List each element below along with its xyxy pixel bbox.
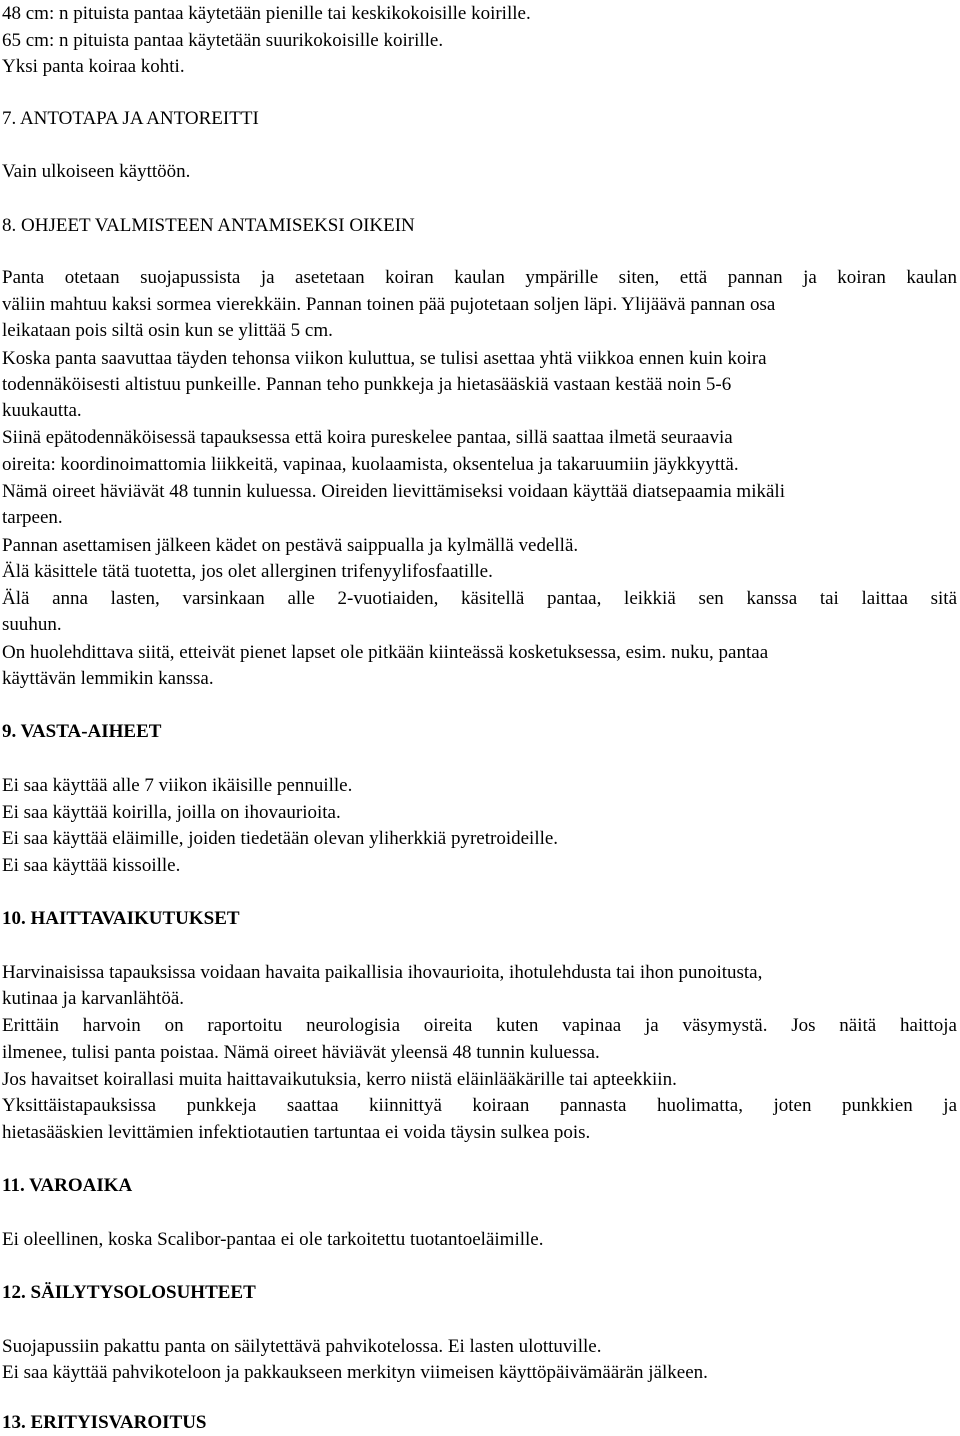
section-9-line: Ei saa käyttää eläimille, joiden tiedetään olevan yliherkkiä pyretroideille. xyxy=(2,828,559,849)
intro-line: 48 cm: n pituista pantaa käytetään pienille tai keskikokoisille koirille. xyxy=(2,3,531,24)
section-10-line: kutinaa ja karvanlähtöä. xyxy=(2,988,185,1009)
section-12-heading: 12. SÄILYTYSOLOSUHTEET xyxy=(2,1282,256,1303)
section-8-line: tarpeen. xyxy=(2,507,63,528)
section-8-line: Siinä epätodennäköisessä tapauksessa että koira pureskelee pantaa, sillä saattaa ilmetä seuraavia xyxy=(2,427,733,448)
section-8-line: Nämä oireet häviävät 48 tunnin kuluessa. Oireiden lievittämiseksi voidaan käyttää diatsepaamia mikäli xyxy=(2,481,785,502)
section-7-line: Vain ulkoiseen käyttöön. xyxy=(2,161,191,182)
section-12-line: Suojapussiin pakattu panta on säilytettävä pahvikotelossa. Ei lasten ulottuville. xyxy=(2,1336,602,1357)
section-10-line: Jos havaitset koirallasi muita haittavaikutuksia, kerro niistä eläinlääkärille tai apteekkiin. xyxy=(2,1069,677,1090)
section-9-line: Ei saa käyttää koirilla, joilla on ihovaurioita. xyxy=(2,802,341,823)
section-8-line: Älä käsittele tätä tuotetta, jos olet allerginen trifenyylifosfaatille. xyxy=(2,561,493,582)
intro-line: 65 cm: n pituista pantaa käytetään suurikokoisille koirille. xyxy=(2,30,444,51)
section-8-line: todennäköisesti altistuu punkeille. Pannan teho punkkeja ja hietasääskiä vastaan kestää noin 5-6 xyxy=(2,374,732,395)
section-8-line: Koska panta saavuttaa täyden tehonsa viikon kuluttua, se tulisi asettaa yhtä viikkoa ennen kuin koira xyxy=(2,348,767,369)
section-8-line: Panta otetaan suojapussista ja asetetaan koiran kaulan ympärille siten, että pannan ja koiran kaulan xyxy=(2,267,957,288)
section-9-line: Ei saa käyttää alle 7 viikon ikäisille pennuille. xyxy=(2,775,353,796)
section-10-line: ilmenee, tulisi panta poistaa. Nämä oireet häviävät yleensä 48 tunnin kuluessa. xyxy=(2,1042,600,1063)
section-8-line: suuhun. xyxy=(2,614,62,635)
section-8-line: Pannan asettamisen jälkeen kädet on pestävä saippualla ja kylmällä vedellä. xyxy=(2,535,579,556)
section-10-heading: 10. HAITTAVAIKUTUKSET xyxy=(2,908,240,929)
intro-line: Yksi panta koiraa kohti. xyxy=(2,56,185,77)
section-10-line: Harvinaisissa tapauksissa voidaan havaita paikallisia ihovaurioita, ihotulehdusta tai ihon punoitusta, xyxy=(2,962,763,983)
section-10-line: hietasääskien levittämien infektiotautien tartuntaa ei voida täysin sulkea pois. xyxy=(2,1122,591,1143)
section-13-heading: 13. ERITYISVAROITUS xyxy=(2,1412,207,1433)
section-8-line: oireita: koordinoimattomia liikkeitä, vapinaa, kuolaamista, oksentelua ja takaruumiin jäykkyyttä. xyxy=(2,454,739,475)
section-11-heading: 11. VAROAIKA xyxy=(2,1175,133,1196)
section-8-line: leikataan pois siltä osin kun se ylittää 5 cm. xyxy=(2,320,333,341)
section-9-line: Ei saa käyttää kissoille. xyxy=(2,855,181,876)
section-10-line: Yksittäistapauksissa punkkeja saattaa kiinnittyä koiraan pannasta huolimatta, joten punkkien ja xyxy=(2,1095,957,1116)
section-8-line: Älä anna lasten, varsinkaan alle 2-vuotiaiden, käsitellä pantaa, leikkiä sen kanssa tai laittaa sitä xyxy=(2,588,957,609)
section-7-heading: 7. ANTOTAPA JA ANTOREITTI xyxy=(2,108,259,129)
section-8-line: käyttävän lemmikin kanssa. xyxy=(2,668,214,689)
section-9-heading: 9. VASTA-AIHEET xyxy=(2,721,162,742)
section-12-line: Ei saa käyttää pahvikoteloon ja pakkaukseen merkityn viimeisen käyttöpäivämäärän jälkeen. xyxy=(2,1362,708,1383)
section-10-line: Erittäin harvoin on raportoitu neurologisia oireita kuten vapinaa ja väsymystä. Jos näitä haittoja xyxy=(2,1015,957,1036)
section-8-heading: 8. OHJEET VALMISTEEN ANTAMISEKSI OIKEIN xyxy=(2,215,415,236)
section-8-line: kuukautta. xyxy=(2,400,82,421)
section-8-line: väliin mahtuu kaksi sormea vierekkäin. Pannan toinen pää pujotetaan soljen läpi. Ylijäävä pannan osa xyxy=(2,294,776,315)
section-8-line: On huolehdittava siitä, etteivät pienet lapset ole pitkään kiinteässä kosketuksessa, esim. nuku, pantaa xyxy=(2,642,769,663)
section-11-line: Ei oleellinen, koska Scalibor-pantaa ei ole tarkoitettu tuotantoeläimille. xyxy=(2,1229,544,1250)
